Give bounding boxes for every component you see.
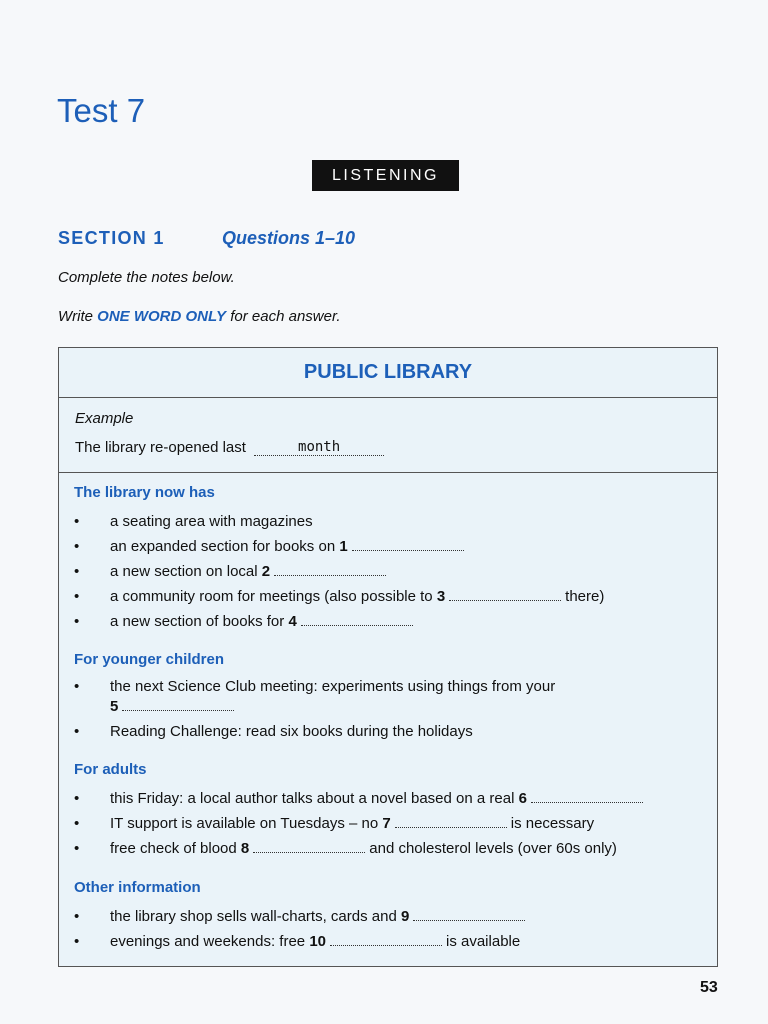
note-text-pre: evenings and weekends: free [110,933,306,950]
listening-label: LISTENING [312,160,459,191]
answer-gap[interactable] [449,588,561,601]
answer-gap[interactable] [352,538,464,551]
bullet-icon: • [74,538,80,555]
notes-box [58,347,718,967]
answer-gap[interactable] [301,613,413,626]
bullet-icon: • [74,723,80,740]
bullet-icon: • [74,513,80,530]
questions-range: Questions 1–10 [222,228,356,248]
instruction-pre: Write [58,308,98,325]
bullet-icon: • [74,908,80,925]
note-text-pre: this Friday: a local author talks about a novel based on a real [110,790,515,807]
answer-gap[interactable] [274,563,386,576]
note-text-post: there) [565,588,605,605]
bullet-icon: • [74,613,80,630]
note-text-pre: an expanded section for books on [110,538,336,555]
question-number: 6 [518,790,527,807]
note-text-pre: a new section on local [110,563,258,580]
example-label: Example [75,410,134,427]
note-text [110,562,390,582]
question-number: 8 [240,840,250,857]
bullet-icon: • [74,815,80,832]
note-text [110,814,594,834]
bullet-icon: • [74,563,80,580]
note-text [110,677,555,717]
note-text [110,612,417,632]
note-text-pre: a community room for meetings (also possible to [110,588,433,605]
group-heading: For younger children [74,651,225,668]
note-text-pre: the library shop sells wall-charts, cards and [110,908,397,925]
note-text [110,512,313,532]
answer-gap[interactable] [253,840,365,853]
bullet-icon: • [74,840,80,857]
page-number: 53 [700,979,718,996]
example-text: The library re-opened last [75,439,246,456]
note-text [110,839,617,859]
bullet-icon: • [74,678,80,695]
example-answer: month [254,439,384,456]
section-heading: SECTION 1 [58,228,165,248]
answer-gap[interactable] [531,790,643,803]
note-text-post: and cholesterol levels (over 60s only) [369,840,617,857]
question-number: 9 [400,908,410,925]
bullet-icon: • [74,588,80,605]
question-number: 4 [288,613,297,630]
question-number: 5 [110,698,119,715]
group-heading: Other information [74,879,201,896]
example-line [75,439,384,457]
group-heading: The library now has [74,484,215,501]
group-heading: For adults [74,761,147,778]
notes-title: PUBLIC LIBRARY [59,348,717,398]
instruction-word-limit [58,308,341,325]
bullet-icon: • [74,933,80,950]
note-text [110,907,529,927]
answer-gap[interactable] [395,815,507,828]
question-number: 3 [436,588,446,605]
note-text [110,537,468,557]
note-text-post: is necessary [510,815,595,832]
note-text-pre: free check of blood [110,840,237,857]
question-number: 7 [382,815,391,832]
note-text [110,722,473,742]
note-text-post: is available [446,933,521,950]
note-text-pre: a new section of books for [110,613,285,630]
answer-gap[interactable] [413,908,525,921]
question-number: 1 [339,538,348,555]
answer-gap[interactable] [330,933,442,946]
page-title: Test 7 [57,92,146,129]
note-text [110,789,647,809]
note-text-pre: IT support is available on Tuesdays – no [110,815,379,832]
instruction-post: for each answer. [226,308,341,325]
example-block [59,398,717,473]
question-number: 10 [309,933,326,950]
question-number: 2 [261,563,271,580]
note-text [110,932,520,952]
bullet-icon: • [74,790,80,807]
answer-gap[interactable] [122,698,234,711]
word-limit-emphasis: ONE WORD ONLY [97,308,227,325]
note-text [110,587,604,607]
note-text-pre: the next Science Club meeting: experiments using things from your [110,678,556,695]
instruction-complete: Complete the notes below. [58,269,235,286]
note-text-pre: Reading Challenge: read six books during the holidays [110,723,473,740]
note-text-pre: a seating area with magazines [110,513,313,530]
